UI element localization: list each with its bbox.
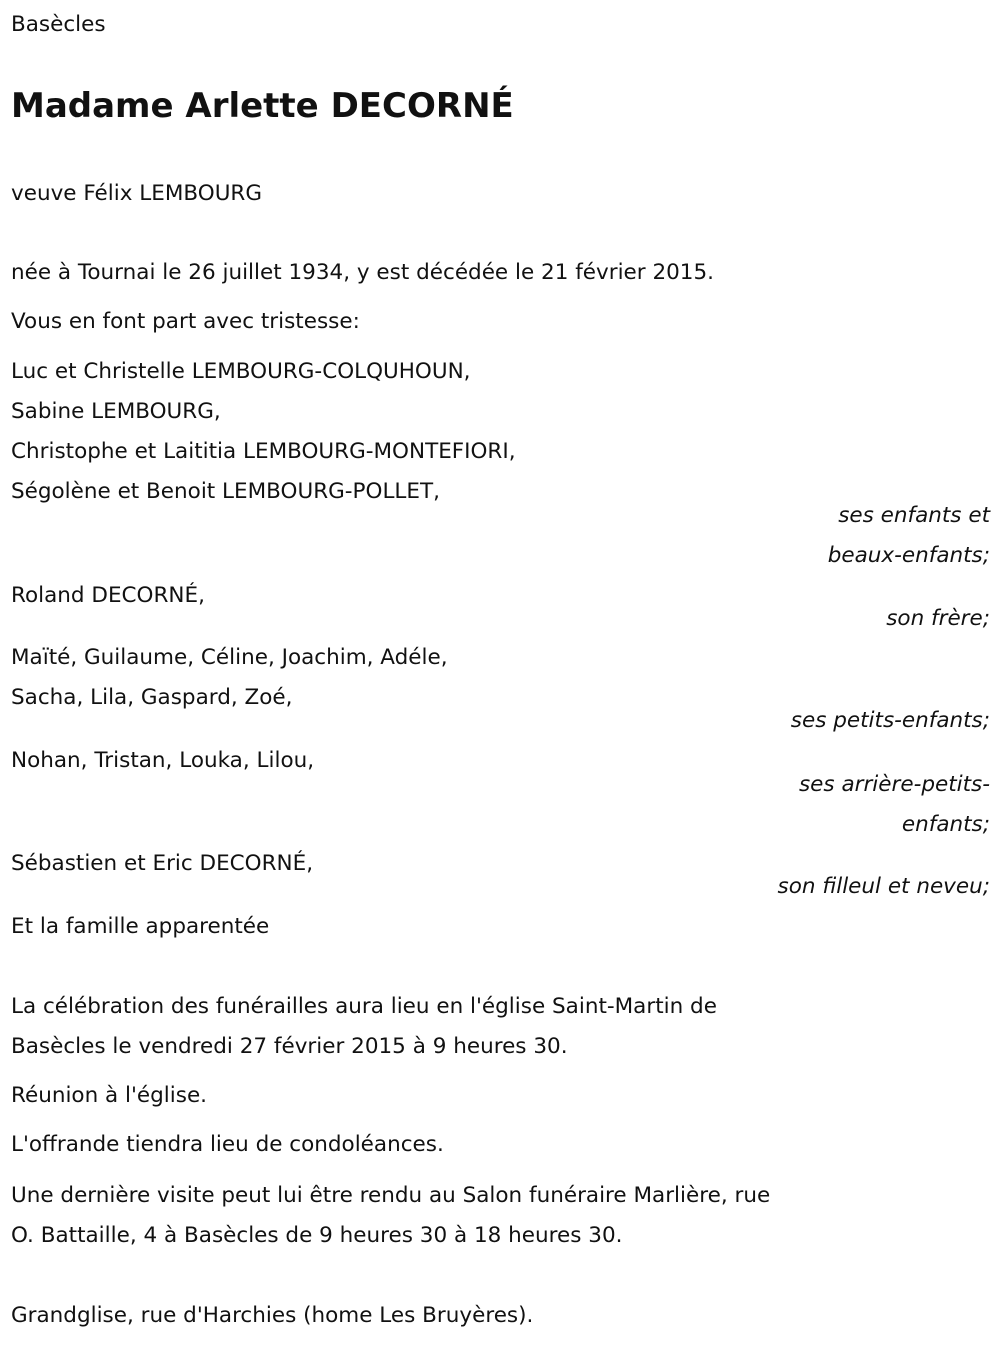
role-label: son frère; [886, 606, 990, 631]
godson-nephew: Sébastien et Eric DECORNÉ, [11, 851, 314, 876]
child-line: Sabine LEMBOURG, [11, 399, 221, 424]
role-label: ses petits-enfants; [790, 708, 990, 733]
intro: Vous en font part avec tristesse: [11, 309, 360, 334]
funeral-line: Basècles le vendredi 27 février 2015 à 9 heures 30. [11, 1034, 568, 1059]
grandchildren-line: Maïté, Guilaume, Céline, Joachim, Adéle, [11, 645, 448, 670]
visit-line: O. Battaille, 4 à Basècles de 9 heures 30 à 18 heures 30. [11, 1223, 623, 1248]
great-grandchildren: Nohan, Tristan, Louka, Lilou, [11, 748, 315, 773]
brother: Roland DECORNÉ, [11, 583, 205, 608]
visit-line: Une dernière visite peut lui être rendu au Salon funéraire Marlière, rue [11, 1183, 771, 1208]
child-line: Luc et Christelle LEMBOURG-COLQUHOUN, [11, 359, 471, 384]
role-label: ses arrière-petits- [798, 772, 990, 797]
meeting: Réunion à l'église. [11, 1083, 208, 1108]
role-label: beaux-enfants; [827, 543, 990, 568]
child-line: Christophe et Laititia LEMBOURG-MONTEFIORI, [11, 439, 516, 464]
funeral-line: La célébration des funérailles aura lieu en l'église Saint-Martin de [11, 994, 717, 1019]
address: Grandglise, rue d'Harchies (home Les Bruyères). [11, 1303, 534, 1328]
grandchildren-line: Sacha, Lila, Gaspard, Zoé, [11, 685, 293, 710]
page-title: Madame Arlette DECORNÉ [11, 86, 514, 126]
offering: L'offrande tiendra lieu de condoléances. [11, 1132, 444, 1157]
extended-family: Et la famille apparentée [11, 914, 270, 939]
child-line: Ségolène et Benoit LEMBOURG-POLLET, [11, 479, 440, 504]
location: Basècles [11, 12, 106, 37]
role-label: enfants; [901, 812, 990, 837]
role-label: ses enfants et [838, 503, 990, 528]
role-label: son filleul et neveu; [777, 874, 990, 899]
birth-death: née à Tournai le 26 juillet 1934, y est décédée le 21 février 2015. [11, 260, 715, 285]
widow-of: veuve Félix LEMBOURG [11, 181, 263, 206]
